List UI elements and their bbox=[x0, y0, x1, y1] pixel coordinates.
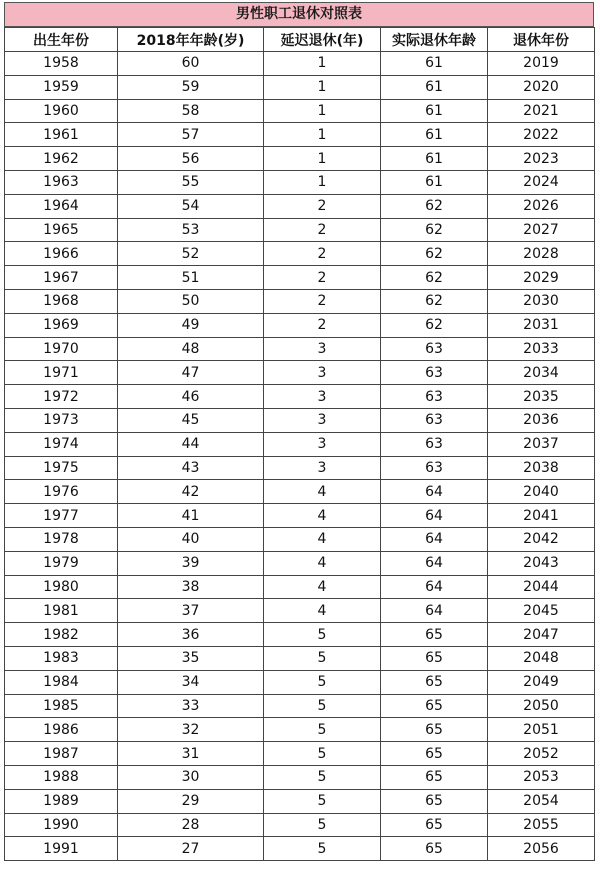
actual-retirement-age-cell: 61 bbox=[381, 123, 488, 147]
retirement-year-cell: 2027 bbox=[488, 218, 595, 242]
table-row bbox=[5, 480, 595, 504]
retirement-year-cell: 2034 bbox=[488, 361, 595, 385]
retirement-year-cell: 2026 bbox=[488, 194, 595, 218]
birth-year-cell: 1968 bbox=[5, 289, 118, 313]
actual-retirement-age-cell: 63 bbox=[381, 456, 488, 480]
age-2018-cell: 29 bbox=[118, 789, 264, 813]
retirement-year-cell: 2055 bbox=[488, 813, 595, 837]
age-2018-cell: 40 bbox=[118, 527, 264, 551]
actual-retirement-age-cell: 65 bbox=[381, 718, 488, 742]
retirement-year-cell: 2053 bbox=[488, 765, 595, 789]
table-row bbox=[5, 170, 595, 194]
actual-retirement-age-cell: 65 bbox=[381, 646, 488, 670]
actual-retirement-age-cell: 61 bbox=[381, 170, 488, 194]
birth-year-cell: 1983 bbox=[5, 646, 118, 670]
age-2018-cell: 35 bbox=[118, 646, 264, 670]
birth-year-cell: 1972 bbox=[5, 385, 118, 409]
age-2018-cell: 54 bbox=[118, 194, 264, 218]
delay-years-cell: 5 bbox=[264, 718, 381, 742]
age-2018-cell: 43 bbox=[118, 456, 264, 480]
header-row bbox=[5, 28, 595, 52]
delay-years-cell: 1 bbox=[264, 75, 381, 99]
retirement-table bbox=[4, 27, 595, 861]
age-2018-cell: 36 bbox=[118, 623, 264, 647]
age-2018-cell: 51 bbox=[118, 266, 264, 290]
actual-retirement-age-cell: 63 bbox=[381, 337, 488, 361]
birth-year-cell: 1960 bbox=[5, 99, 118, 123]
delay-years-cell: 3 bbox=[264, 361, 381, 385]
table-row bbox=[5, 361, 595, 385]
table-row bbox=[5, 313, 595, 337]
age-2018-cell: 34 bbox=[118, 670, 264, 694]
retirement-year-cell: 2030 bbox=[488, 289, 595, 313]
retirement-year-cell: 2029 bbox=[488, 266, 595, 290]
age-2018-cell: 31 bbox=[118, 742, 264, 766]
birth-year-cell: 1976 bbox=[5, 480, 118, 504]
retirement-table-sheet bbox=[4, 2, 594, 861]
birth-year-cell: 1967 bbox=[5, 266, 118, 290]
age-2018-cell: 52 bbox=[118, 242, 264, 266]
retirement-year-cell: 2045 bbox=[488, 599, 595, 623]
table-row bbox=[5, 99, 595, 123]
table-row bbox=[5, 813, 595, 837]
actual-retirement-age-cell: 65 bbox=[381, 623, 488, 647]
retirement-year-cell: 2050 bbox=[488, 694, 595, 718]
birth-year-cell: 1965 bbox=[5, 218, 118, 242]
delay-years-cell: 4 bbox=[264, 527, 381, 551]
delay-years-cell: 1 bbox=[264, 123, 381, 147]
table-row bbox=[5, 456, 595, 480]
retirement-year-cell: 2042 bbox=[488, 527, 595, 551]
birth-year-cell: 1971 bbox=[5, 361, 118, 385]
table-row bbox=[5, 575, 595, 599]
table-row bbox=[5, 123, 595, 147]
delay-years-cell: 3 bbox=[264, 432, 381, 456]
table-body bbox=[5, 52, 595, 861]
delay-years-cell: 5 bbox=[264, 789, 381, 813]
delay-years-cell: 4 bbox=[264, 480, 381, 504]
actual-retirement-age-cell: 61 bbox=[381, 52, 488, 76]
age-2018-cell: 47 bbox=[118, 361, 264, 385]
actual-retirement-age-cell: 65 bbox=[381, 670, 488, 694]
table-row bbox=[5, 432, 595, 456]
age-2018-cell: 28 bbox=[118, 813, 264, 837]
actual-retirement-age-cell: 65 bbox=[381, 789, 488, 813]
retirement-year-cell: 2019 bbox=[488, 52, 595, 76]
birth-year-cell: 1966 bbox=[5, 242, 118, 266]
table-row bbox=[5, 52, 595, 76]
birth-year-cell: 1977 bbox=[5, 504, 118, 528]
table-row bbox=[5, 266, 595, 290]
retirement-year-cell: 2020 bbox=[488, 75, 595, 99]
delay-years-cell: 3 bbox=[264, 337, 381, 361]
table-row bbox=[5, 504, 595, 528]
header-delay-years: 延迟退休(年) bbox=[264, 28, 381, 52]
age-2018-cell: 41 bbox=[118, 504, 264, 528]
table-row bbox=[5, 599, 595, 623]
header-retirement-year: 退休年份 bbox=[488, 28, 595, 52]
delay-years-cell: 3 bbox=[264, 408, 381, 432]
table-row bbox=[5, 646, 595, 670]
retirement-year-cell: 2056 bbox=[488, 837, 595, 861]
age-2018-cell: 42 bbox=[118, 480, 264, 504]
actual-retirement-age-cell: 62 bbox=[381, 218, 488, 242]
actual-retirement-age-cell: 64 bbox=[381, 551, 488, 575]
delay-years-cell: 5 bbox=[264, 742, 381, 766]
actual-retirement-age-cell: 64 bbox=[381, 599, 488, 623]
actual-retirement-age-cell: 64 bbox=[381, 575, 488, 599]
table-title: 男性职工退休对照表 bbox=[4, 2, 594, 27]
table-row bbox=[5, 242, 595, 266]
delay-years-cell: 1 bbox=[264, 170, 381, 194]
birth-year-cell: 1974 bbox=[5, 432, 118, 456]
birth-year-cell: 1958 bbox=[5, 52, 118, 76]
birth-year-cell: 1963 bbox=[5, 170, 118, 194]
header-actual-retirement-age: 实际退休年龄 bbox=[381, 28, 488, 52]
age-2018-cell: 46 bbox=[118, 385, 264, 409]
table-row bbox=[5, 670, 595, 694]
birth-year-cell: 1964 bbox=[5, 194, 118, 218]
delay-years-cell: 4 bbox=[264, 575, 381, 599]
delay-years-cell: 5 bbox=[264, 813, 381, 837]
age-2018-cell: 30 bbox=[118, 765, 264, 789]
actual-retirement-age-cell: 63 bbox=[381, 432, 488, 456]
table-row bbox=[5, 337, 595, 361]
delay-years-cell: 1 bbox=[264, 147, 381, 171]
age-2018-cell: 57 bbox=[118, 123, 264, 147]
age-2018-cell: 33 bbox=[118, 694, 264, 718]
delay-years-cell: 4 bbox=[264, 504, 381, 528]
actual-retirement-age-cell: 65 bbox=[381, 694, 488, 718]
delay-years-cell: 2 bbox=[264, 266, 381, 290]
table-row bbox=[5, 218, 595, 242]
table-row bbox=[5, 789, 595, 813]
header-age-2018: 2018年年龄(岁) bbox=[118, 28, 264, 52]
actual-retirement-age-cell: 63 bbox=[381, 385, 488, 409]
birth-year-cell: 1978 bbox=[5, 527, 118, 551]
age-2018-cell: 50 bbox=[118, 289, 264, 313]
birth-year-cell: 1984 bbox=[5, 670, 118, 694]
age-2018-cell: 59 bbox=[118, 75, 264, 99]
birth-year-cell: 1961 bbox=[5, 123, 118, 147]
table-row bbox=[5, 194, 595, 218]
birth-year-cell: 1986 bbox=[5, 718, 118, 742]
delay-years-cell: 1 bbox=[264, 52, 381, 76]
retirement-year-cell: 2024 bbox=[488, 170, 595, 194]
table-row bbox=[5, 385, 595, 409]
retirement-year-cell: 2047 bbox=[488, 623, 595, 647]
table-row bbox=[5, 75, 595, 99]
birth-year-cell: 1980 bbox=[5, 575, 118, 599]
age-2018-cell: 48 bbox=[118, 337, 264, 361]
actual-retirement-age-cell: 65 bbox=[381, 837, 488, 861]
actual-retirement-age-cell: 65 bbox=[381, 742, 488, 766]
birth-year-cell: 1975 bbox=[5, 456, 118, 480]
actual-retirement-age-cell: 62 bbox=[381, 194, 488, 218]
actual-retirement-age-cell: 63 bbox=[381, 361, 488, 385]
table-row bbox=[5, 147, 595, 171]
age-2018-cell: 37 bbox=[118, 599, 264, 623]
actual-retirement-age-cell: 62 bbox=[381, 266, 488, 290]
retirement-year-cell: 2051 bbox=[488, 718, 595, 742]
table-row bbox=[5, 742, 595, 766]
actual-retirement-age-cell: 61 bbox=[381, 99, 488, 123]
age-2018-cell: 45 bbox=[118, 408, 264, 432]
retirement-year-cell: 2028 bbox=[488, 242, 595, 266]
retirement-year-cell: 2038 bbox=[488, 456, 595, 480]
actual-retirement-age-cell: 64 bbox=[381, 527, 488, 551]
delay-years-cell: 4 bbox=[264, 599, 381, 623]
table-row bbox=[5, 551, 595, 575]
retirement-year-cell: 2040 bbox=[488, 480, 595, 504]
header-birth-year: 出生年份 bbox=[5, 28, 118, 52]
delay-years-cell: 5 bbox=[264, 670, 381, 694]
retirement-year-cell: 2044 bbox=[488, 575, 595, 599]
delay-years-cell: 3 bbox=[264, 456, 381, 480]
retirement-year-cell: 2054 bbox=[488, 789, 595, 813]
retirement-year-cell: 2037 bbox=[488, 432, 595, 456]
age-2018-cell: 56 bbox=[118, 147, 264, 171]
retirement-year-cell: 2049 bbox=[488, 670, 595, 694]
retirement-year-cell: 2031 bbox=[488, 313, 595, 337]
actual-retirement-age-cell: 63 bbox=[381, 408, 488, 432]
actual-retirement-age-cell: 62 bbox=[381, 242, 488, 266]
birth-year-cell: 1959 bbox=[5, 75, 118, 99]
delay-years-cell: 2 bbox=[264, 194, 381, 218]
retirement-year-cell: 2023 bbox=[488, 147, 595, 171]
retirement-year-cell: 2021 bbox=[488, 99, 595, 123]
retirement-year-cell: 2036 bbox=[488, 408, 595, 432]
actual-retirement-age-cell: 61 bbox=[381, 75, 488, 99]
delay-years-cell: 2 bbox=[264, 289, 381, 313]
age-2018-cell: 53 bbox=[118, 218, 264, 242]
delay-years-cell: 5 bbox=[264, 646, 381, 670]
table-row bbox=[5, 718, 595, 742]
delay-years-cell: 2 bbox=[264, 313, 381, 337]
delay-years-cell: 4 bbox=[264, 551, 381, 575]
birth-year-cell: 1991 bbox=[5, 837, 118, 861]
age-2018-cell: 27 bbox=[118, 837, 264, 861]
age-2018-cell: 44 bbox=[118, 432, 264, 456]
age-2018-cell: 38 bbox=[118, 575, 264, 599]
actual-retirement-age-cell: 64 bbox=[381, 504, 488, 528]
age-2018-cell: 60 bbox=[118, 52, 264, 76]
table-row bbox=[5, 527, 595, 551]
retirement-year-cell: 2035 bbox=[488, 385, 595, 409]
actual-retirement-age-cell: 65 bbox=[381, 813, 488, 837]
table-row bbox=[5, 289, 595, 313]
actual-retirement-age-cell: 65 bbox=[381, 765, 488, 789]
birth-year-cell: 1982 bbox=[5, 623, 118, 647]
birth-year-cell: 1990 bbox=[5, 813, 118, 837]
retirement-year-cell: 2041 bbox=[488, 504, 595, 528]
delay-years-cell: 3 bbox=[264, 385, 381, 409]
birth-year-cell: 1985 bbox=[5, 694, 118, 718]
birth-year-cell: 1970 bbox=[5, 337, 118, 361]
retirement-year-cell: 2022 bbox=[488, 123, 595, 147]
age-2018-cell: 55 bbox=[118, 170, 264, 194]
delay-years-cell: 1 bbox=[264, 99, 381, 123]
birth-year-cell: 1987 bbox=[5, 742, 118, 766]
delay-years-cell: 5 bbox=[264, 765, 381, 789]
birth-year-cell: 1969 bbox=[5, 313, 118, 337]
table-row bbox=[5, 408, 595, 432]
retirement-year-cell: 2033 bbox=[488, 337, 595, 361]
retirement-year-cell: 2048 bbox=[488, 646, 595, 670]
actual-retirement-age-cell: 62 bbox=[381, 289, 488, 313]
age-2018-cell: 39 bbox=[118, 551, 264, 575]
birth-year-cell: 1981 bbox=[5, 599, 118, 623]
table-row bbox=[5, 623, 595, 647]
delay-years-cell: 2 bbox=[264, 218, 381, 242]
age-2018-cell: 49 bbox=[118, 313, 264, 337]
actual-retirement-age-cell: 62 bbox=[381, 313, 488, 337]
delay-years-cell: 5 bbox=[264, 837, 381, 861]
birth-year-cell: 1989 bbox=[5, 789, 118, 813]
birth-year-cell: 1973 bbox=[5, 408, 118, 432]
table-row bbox=[5, 694, 595, 718]
retirement-year-cell: 2043 bbox=[488, 551, 595, 575]
table-row bbox=[5, 837, 595, 861]
birth-year-cell: 1988 bbox=[5, 765, 118, 789]
birth-year-cell: 1962 bbox=[5, 147, 118, 171]
delay-years-cell: 2 bbox=[264, 242, 381, 266]
actual-retirement-age-cell: 61 bbox=[381, 147, 488, 171]
birth-year-cell: 1979 bbox=[5, 551, 118, 575]
table-row bbox=[5, 765, 595, 789]
age-2018-cell: 32 bbox=[118, 718, 264, 742]
retirement-year-cell: 2052 bbox=[488, 742, 595, 766]
delay-years-cell: 5 bbox=[264, 623, 381, 647]
age-2018-cell: 58 bbox=[118, 99, 264, 123]
delay-years-cell: 5 bbox=[264, 694, 381, 718]
actual-retirement-age-cell: 64 bbox=[381, 480, 488, 504]
